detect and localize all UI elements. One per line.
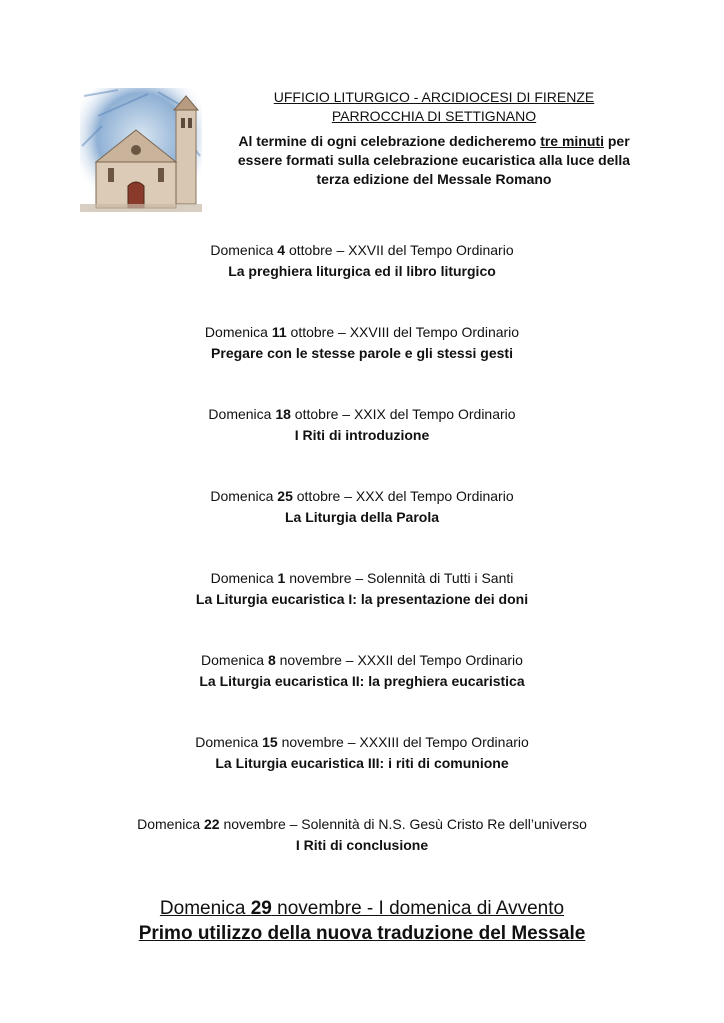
entry-date [0, 404, 724, 425]
entry-prefix: Domenica [208, 406, 276, 422]
schedule-entry [0, 814, 724, 856]
entry-day: 25 [277, 488, 293, 504]
entry-date [0, 568, 724, 589]
intro-paragraph [222, 132, 646, 189]
entry-occasion: novembre – XXXII del Tempo Ordinario [275, 652, 523, 668]
office-title: UFFICIO LITURGICO - ARCIDIOCESI DI FIRENZE [273, 89, 595, 105]
entry-occasion: ottobre – XXIX del Tempo Ordinario [290, 406, 516, 422]
final-prefix: Domenica [159, 898, 251, 919]
entry-title: La Liturgia della Parola [284, 509, 440, 525]
entry-date [0, 650, 724, 671]
entry-date [0, 732, 724, 753]
entry-title: La Liturgia eucaristica II: la preghiera eucaristica [199, 673, 525, 689]
entry-prefix: Domenica [210, 570, 278, 586]
entry-date [0, 486, 724, 507]
parish-title: PARROCCHIA DI SETTIGNANO [331, 108, 537, 124]
entry-day: 4 [277, 242, 286, 258]
intro-emphasis: tre minuti [540, 133, 604, 149]
intro-text-end: per essere formati sulla celebrazione eucaristica alla luce della terza edizione del Messale Romano [237, 133, 631, 187]
schedule-entry [0, 568, 724, 610]
entry-prefix: Domenica [195, 734, 263, 750]
entry-prefix: Domenica [201, 652, 268, 668]
entry-prefix: Domenica [210, 488, 278, 504]
entry-date [0, 814, 724, 835]
entry-title: Pregare con le stesse parole e gli stessi gesti [211, 345, 513, 361]
entry-date [0, 322, 724, 343]
schedule-entry [0, 486, 724, 528]
entry-day: 18 [275, 406, 291, 422]
entry-title: La Liturgia eucaristica I: la presentazione dei doni [195, 591, 529, 607]
church-illustration [78, 86, 204, 214]
document-header [222, 88, 646, 189]
entry-date [0, 240, 724, 261]
entry-prefix: Domenica [204, 324, 272, 340]
entry-title: I Riti di conclusione [295, 837, 429, 853]
entry-occasion: ottobre – XXX del Tempo Ordinario [292, 488, 514, 504]
entry-occasion: ottobre – XXVII del Tempo Ordinario [285, 242, 514, 258]
entry-prefix: Domenica [210, 242, 278, 258]
entry-day: 1 [277, 570, 286, 586]
entry-title: I Riti di introduzione [294, 427, 430, 443]
entry-title: La Liturgia eucaristica III: i riti di comunione [215, 755, 509, 771]
entry-day: 22 [204, 816, 220, 832]
final-date [0, 896, 724, 921]
entry-occasion: ottobre – XXVIII del Tempo Ordinario [286, 324, 520, 340]
entry-occasion: novembre – Solennità di N.S. Gesù Cristo Re dell’universo [219, 816, 587, 832]
schedule-entry [0, 240, 724, 282]
final-title: Primo utilizzo della nuova traduzione del Messale [138, 923, 586, 944]
entry-prefix: Domenica [137, 816, 205, 832]
entry-day: 8 [267, 652, 276, 668]
entry-occasion: novembre – XXXIII del Tempo Ordinario [277, 734, 529, 750]
entry-day: 15 [262, 734, 278, 750]
schedule-entry [0, 732, 724, 774]
final-announcement [0, 896, 724, 946]
schedule-entry [0, 650, 724, 692]
entry-title: La preghiera liturgica ed il libro liturgico [228, 263, 496, 279]
schedule-entry [0, 322, 724, 364]
entry-day: 11 [271, 324, 287, 340]
final-day: 29 [250, 898, 272, 919]
schedule-entry [0, 404, 724, 446]
intro-text: Al termine di ogni celebrazione dedicheremo [238, 133, 541, 149]
entry-occasion: novembre – Solennità di Tutti i Santi [285, 570, 514, 586]
final-occasion: novembre - I domenica di Avvento [271, 898, 565, 919]
